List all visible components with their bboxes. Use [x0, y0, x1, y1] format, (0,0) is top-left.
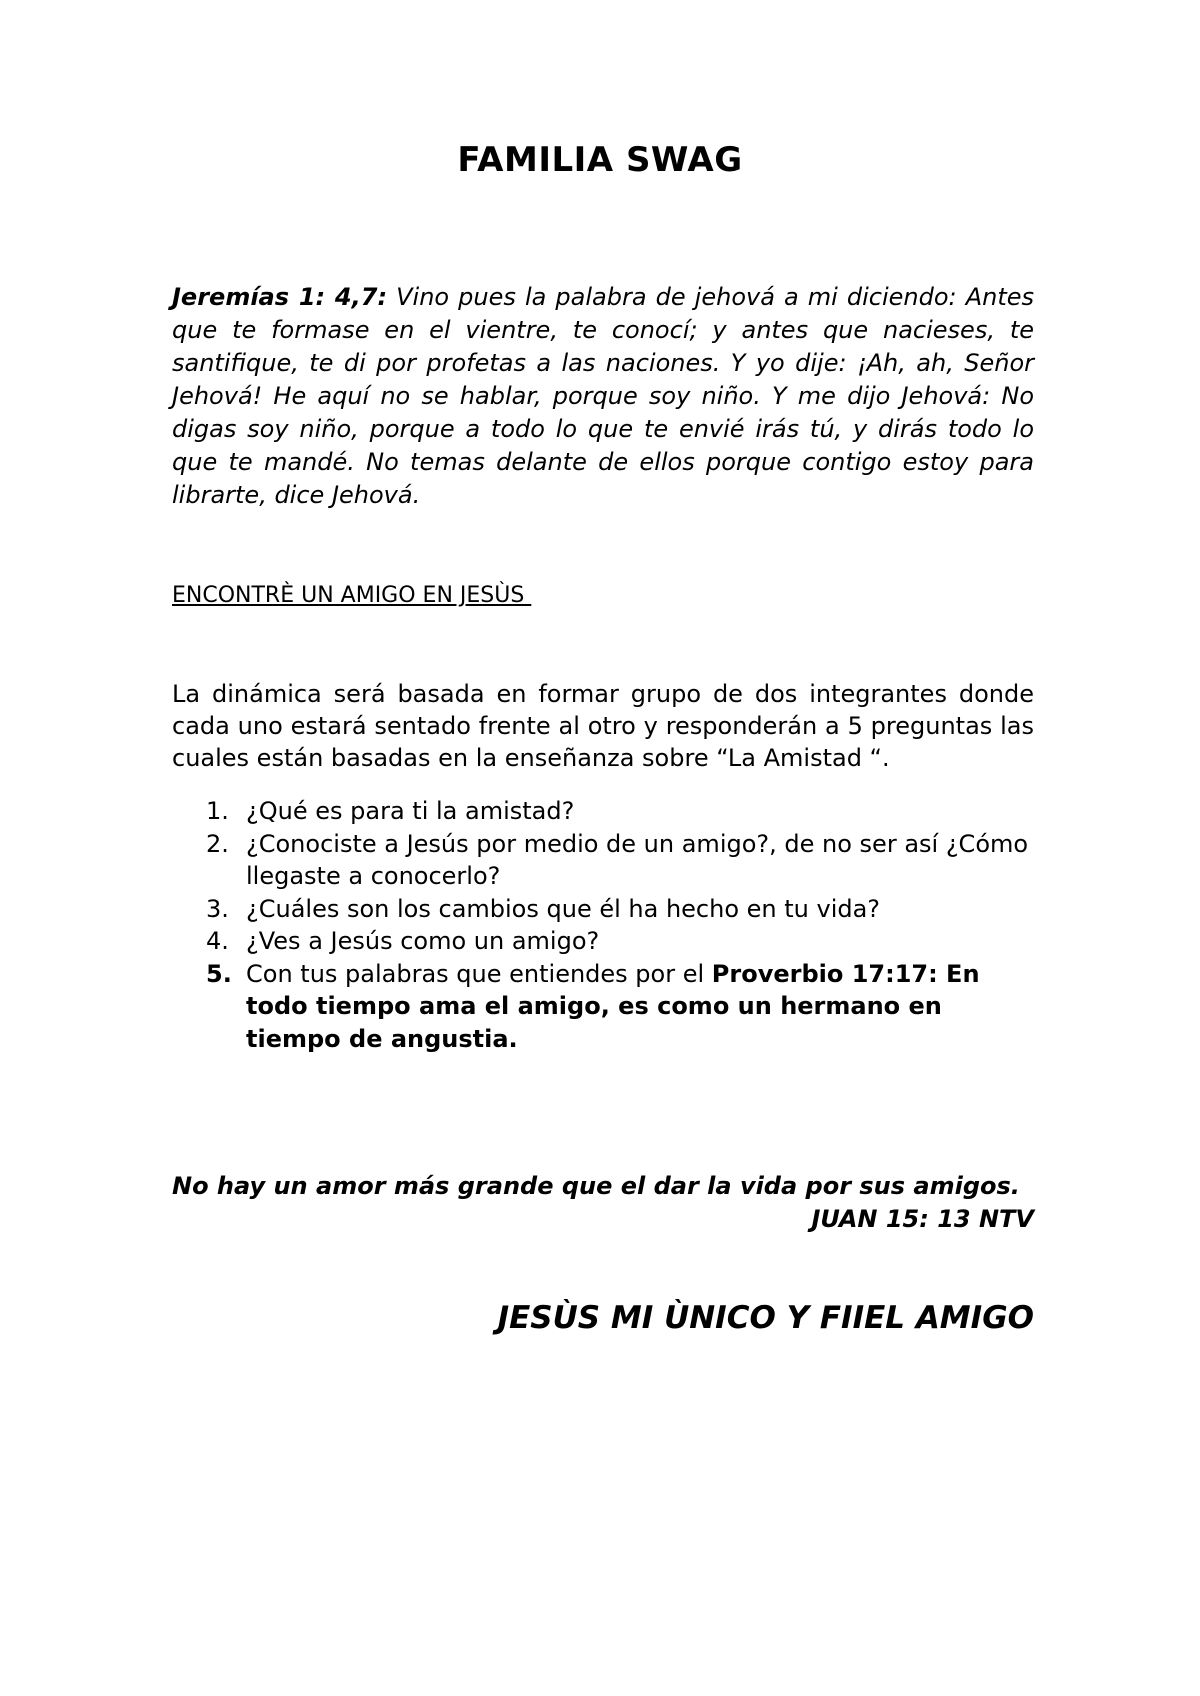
question-item: [172, 958, 1034, 1056]
question-item: [172, 795, 1034, 828]
closing-reference: JUAN 15: 13 NTV: [811, 1205, 1034, 1233]
question-text: ¿Conociste a Jesús por medio de un amigo?, de no ser así ¿Cómo llegaste a conocerlo?: [246, 829, 1029, 890]
question-text: Con tus palabras que entiendes por el: [246, 959, 712, 988]
verse-paragraph: [172, 281, 1034, 512]
closing-quote-block: [172, 1170, 1034, 1236]
question-item: [172, 828, 1034, 893]
final-heading: JESÙS MI ÙNICO Y FIIEL AMIGO: [497, 1300, 1034, 1336]
verse-text: Vino pues la palabra de jehová a mi diciendo: Antes que te formase en el vientre, te conocí; y antes que nacieses, te santifique, te di por profetas a las naciones. Y yo dije: ¡Ah, ah, Señor Jehová! He aquí no se hablar, porque soy niño. Y me dijo Jehová: No digas soy niño, porque a todo lo que te envié irás tú, y dirás todo lo que te mandé. No temas delante de ellos porque contigo estoy para librarte, dice Jehová.: [172, 283, 1035, 509]
question-text: ¿Ves a Jesús como un amigo?: [246, 927, 600, 955]
question-item: [172, 925, 1034, 958]
intro-paragraph: La dinámica será basada en formar grupo de dos integrantes donde cada uno estará sentado frente al otro y responderán a 5 preguntas las cuales están basadas en la enseñanza sobre “La Amistad “.: [172, 680, 1034, 772]
section-subtitle: ENCONTRÈ UN AMIGO EN JESÙS: [172, 583, 532, 608]
verse-reference: Jeremías 1: 4,7:: [172, 283, 388, 311]
question-item: [172, 893, 1034, 926]
question-number: 3.: [206, 894, 229, 923]
closing-quote: No hay un amor más grande que el dar la vida por sus amigos.: [172, 1172, 1020, 1200]
question-number: 5.: [206, 959, 232, 988]
question-text: ¿Cuáles son los cambios que él ha hecho en tu vida?: [246, 894, 881, 923]
question-number: 1.: [206, 797, 229, 825]
question-number: 2.: [206, 829, 229, 858]
proverb-quote: Proverbio 17:17: En todo tiempo ama el amigo, es como un hermano en tiempo de angustia.: [246, 959, 980, 1053]
question-number: 4.: [206, 927, 229, 955]
questions-list: [172, 795, 1034, 1055]
document-title: FAMILIA SWAG: [457, 140, 743, 180]
question-text: ¿Qué es para ti la amistad?: [246, 797, 575, 825]
